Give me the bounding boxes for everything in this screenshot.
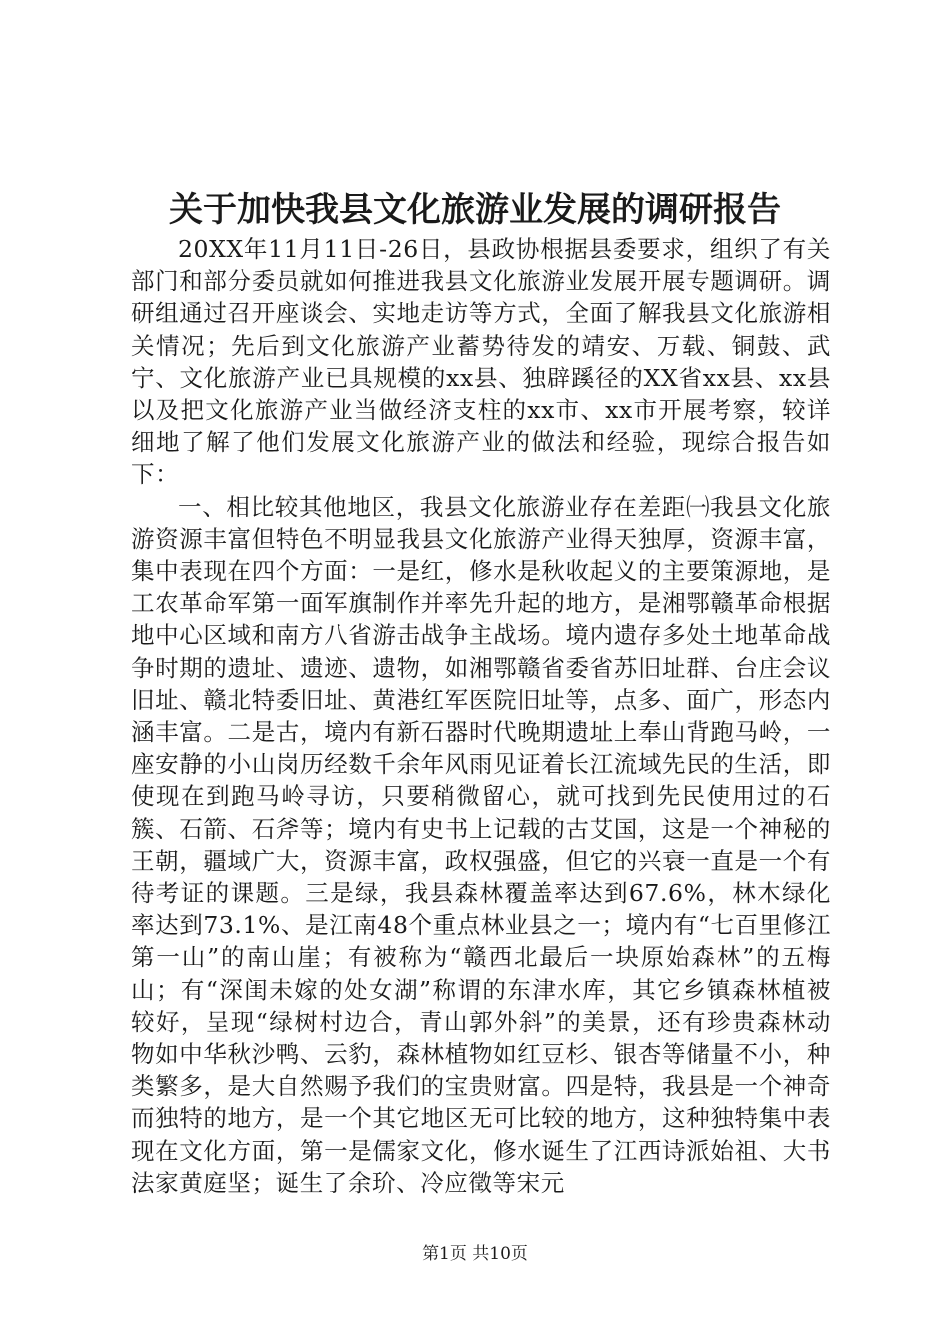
- document-title: 关于加快我县文化旅游业发展的调研报告: [169, 190, 781, 230]
- page-number: 第1页: [422, 1244, 467, 1264]
- paragraph-section-one: 一、相比较其他地区，我县文化旅游业存在差距㈠我县文化旅游资源丰富但特色不明显我县文化旅游产业得天独厚，资源丰富，集中表现在四个方面：一是红，修水是秋收起义的主要策源地，是工农革命军第一面军旗制作并率先升起的地方，是湘鄂赣革命根据地中心区域和南方八省游击战争主战场。境内遗存多处土地革命战争时期的遗址、遗迹、遗物，如湘鄂赣省委省苏旧址群、台庄会议旧址、赣北特委旧址、黄港红军医院旧址等，点多、面广，形态内涵丰富。二是古，境内有新石器时代晚期遗址上奉山背跑马岭，一座安静的小山岗历经数千余年风雨见证着长江流域先民的生活，即使现在到跑马岭寻访，只要稍微留心，就可找到先民使用过的石簇、石箭、石斧等；境内有史书上记载的古艾国，这是一个神秘的王朝，疆域广大，资源丰富，政权强盛，但它的兴衰一直是一个有待考证的课题。三是绿，我县森林覆盖率达到67.6%，林木绿化率达到73.1%、是江南48个重点林业县之一；境内有“七百里修江第一山”的南山崖；有被称为“赣西北最后一块原始森林”的五梅山；有“深闺未嫁的处女湖”称谓的东津水库，其它乡镇森林植被较好，呈现“绿树村边合，青山郭外斜”的美景，还有珍贵森林动物如中华秋沙鸭、云豹，森林植物如红豆杉、银杏等储量不小，种类繁多，是大自然赐予我们的宝贵财富。四是特，我县是一个神奇而独特的地方，是一个其它地区无可比较的地方，这种独特集中表现在文化方面，第一是儒家文化，修水诞生了江西诗派始祖、大书法家黄庭坚；诞生了余玠、冷应徵等宋元: [131, 492, 831, 1197]
- document-body: [131, 233, 831, 1199]
- page-total: 共10页: [472, 1244, 528, 1264]
- paragraph-intro: 20XX年11月11日-26日，县政协根据县委要求，组织了有关部门和部分委员就如何推进我县文化旅游业发展开展专题调研。调研组通过召开座谈会、实地走访等方式，全面了解我县文化旅游相关情况；先后到文化旅游产业蓄势待发的靖安、万载、铜鼓、武宁、文化旅游产业已具规模的xx县、独辟蹊径的XX省xx县、xx县以及把文化旅游产业当做经济支柱的xx市、xx市开展考察，较详细地了解了他们发展文化旅游产业的做法和经验，现综合报告如下：: [131, 235, 831, 489]
- page-footer: [0, 1242, 950, 1266]
